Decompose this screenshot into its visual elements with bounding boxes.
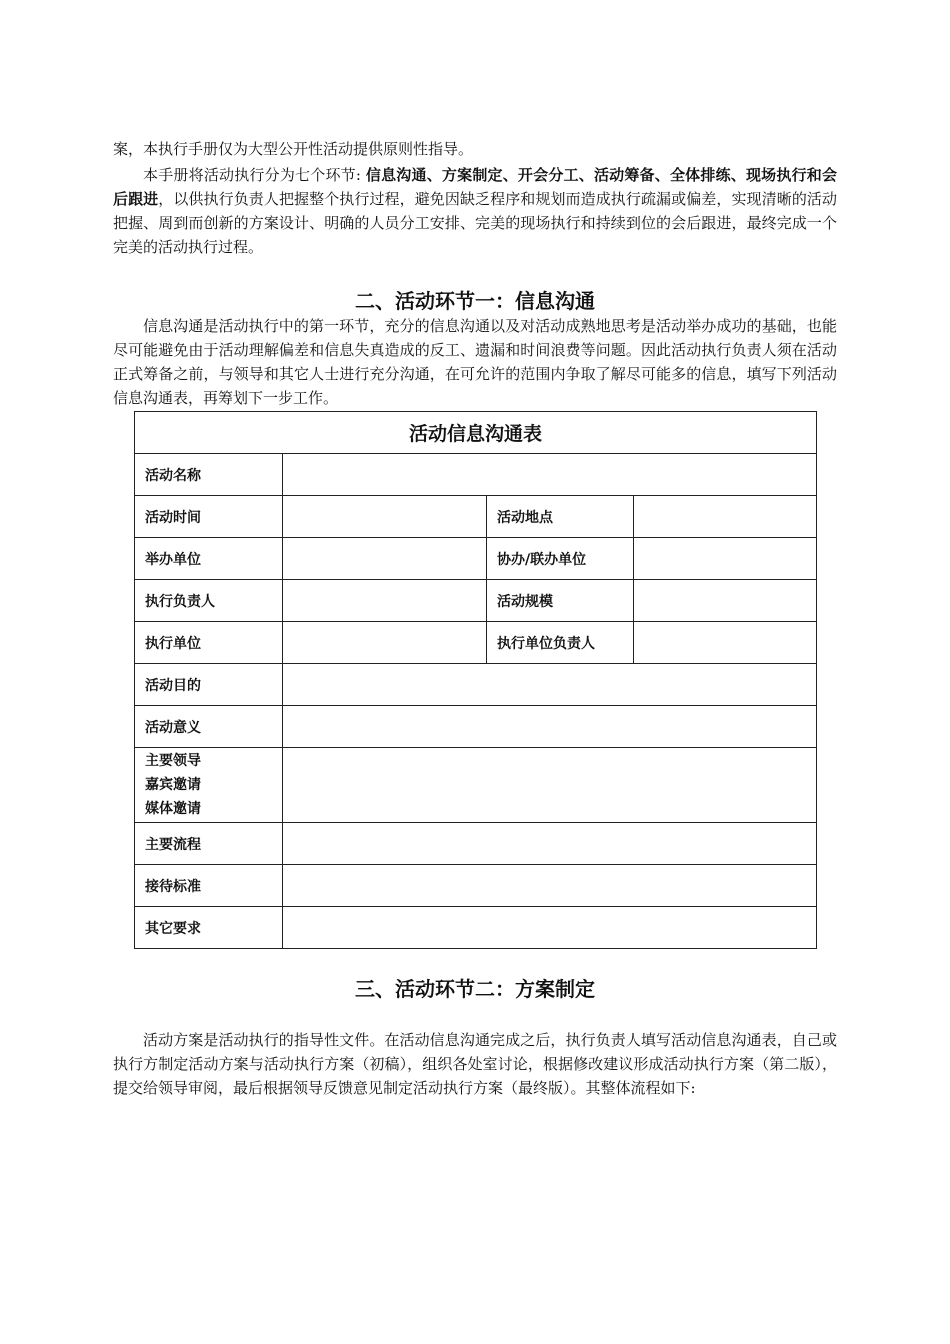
- label-co-host-unit: 协办/联办单位: [487, 538, 634, 580]
- label-main-leaders: 主要领导: [145, 753, 201, 769]
- label-activity-name: 活动名称: [135, 454, 283, 496]
- value-activity-purpose[interactable]: [283, 664, 817, 706]
- label-media-invite: 媒体邀请: [145, 801, 201, 817]
- intro-paragraph-2: [113, 163, 837, 259]
- table-title: 活动信息沟通表: [135, 412, 817, 454]
- value-activity-name[interactable]: [283, 454, 817, 496]
- label-guests-media: [135, 748, 283, 823]
- value-co-host-unit[interactable]: [634, 538, 817, 580]
- section-3-body: 活动方案是活动执行的指导性文件。在活动信息沟通完成之后，执行负责人填写活动信息沟通表，自己或执行方制定活动方案与活动执行方案（初稿），组织各处室讨论，根据修改建议形成活动执行方案（第二版），提交给领导审阅，最后根据领导反馈意见制定活动执行方案（最终版）。其整体流程如下:: [113, 1031, 837, 1097]
- label-main-flow: 主要流程: [135, 823, 283, 865]
- section-3-heading: 三、活动环节二：方案制定: [355, 977, 595, 1001]
- label-host-unit: 举办单位: [135, 538, 283, 580]
- label-activity-time: 活动时间: [135, 496, 283, 538]
- label-activity-purpose: 活动目的: [135, 664, 283, 706]
- value-activity-meaning[interactable]: [283, 706, 817, 748]
- value-host-unit[interactable]: [283, 538, 487, 580]
- intro-bold-steps: 信息沟通、方案制定、开会分工、活动筹备、全体排练、现场执行和会后跟进: [113, 166, 837, 208]
- value-exec-unit[interactable]: [283, 622, 487, 664]
- label-activity-place: 活动地点: [487, 496, 634, 538]
- label-activity-scale: 活动规模: [487, 580, 634, 622]
- label-other-requirements: 其它要求: [135, 907, 283, 949]
- section-2-heading: 二、活动环节一：信息沟通: [355, 289, 595, 313]
- label-exec-unit-lead: 执行单位负责人: [487, 622, 634, 664]
- label-guest-invite: 嘉宾邀请: [145, 777, 201, 793]
- intro-suffix: ，以供执行负责人把握整个执行过程，避免因缺乏程序和规划而造成执行疏漏或偏差，实现清晰的活动把握、周到而创新的方案设计、明确的人员分工安排、完美的现场执行和持续到位的会后跟进，最终完成一个完美的活动执行过程。: [113, 190, 837, 256]
- value-guests-media[interactable]: [283, 748, 817, 823]
- value-activity-place[interactable]: [634, 496, 817, 538]
- label-exec-unit: 执行单位: [135, 622, 283, 664]
- value-reception-standard[interactable]: [283, 865, 817, 907]
- value-exec-lead[interactable]: [283, 580, 487, 622]
- value-activity-scale[interactable]: [634, 580, 817, 622]
- label-activity-meaning: 活动意义: [135, 706, 283, 748]
- value-activity-time[interactable]: [283, 496, 487, 538]
- intro-paragraph-1: 案，本执行手册仅为大型公开性活动提供原则性指导。: [113, 140, 474, 158]
- value-exec-unit-lead[interactable]: [634, 622, 817, 664]
- label-reception-standard: 接待标准: [135, 865, 283, 907]
- label-exec-lead: 执行负责人: [135, 580, 283, 622]
- intro-prefix: 本手册将活动执行分为七个环节:: [143, 166, 366, 184]
- activity-info-table: [134, 411, 817, 949]
- value-other-requirements[interactable]: [283, 907, 817, 949]
- section-2-body: 信息沟通是活动执行中的第一环节，充分的信息沟通以及对活动成熟地思考是活动举办成功的基础，也能尽可能避免由于活动理解偏差和信息失真造成的反工、遗漏和时间浪费等问题。因此活动执行负责人须在活动正式筹备之前，与领导和其它人士进行充分沟通，在可允许的范围内争取了解尽可能多的信息，填写下列活动信息沟通表，再筹划下一步工作。: [113, 317, 837, 407]
- value-main-flow[interactable]: [283, 823, 817, 865]
